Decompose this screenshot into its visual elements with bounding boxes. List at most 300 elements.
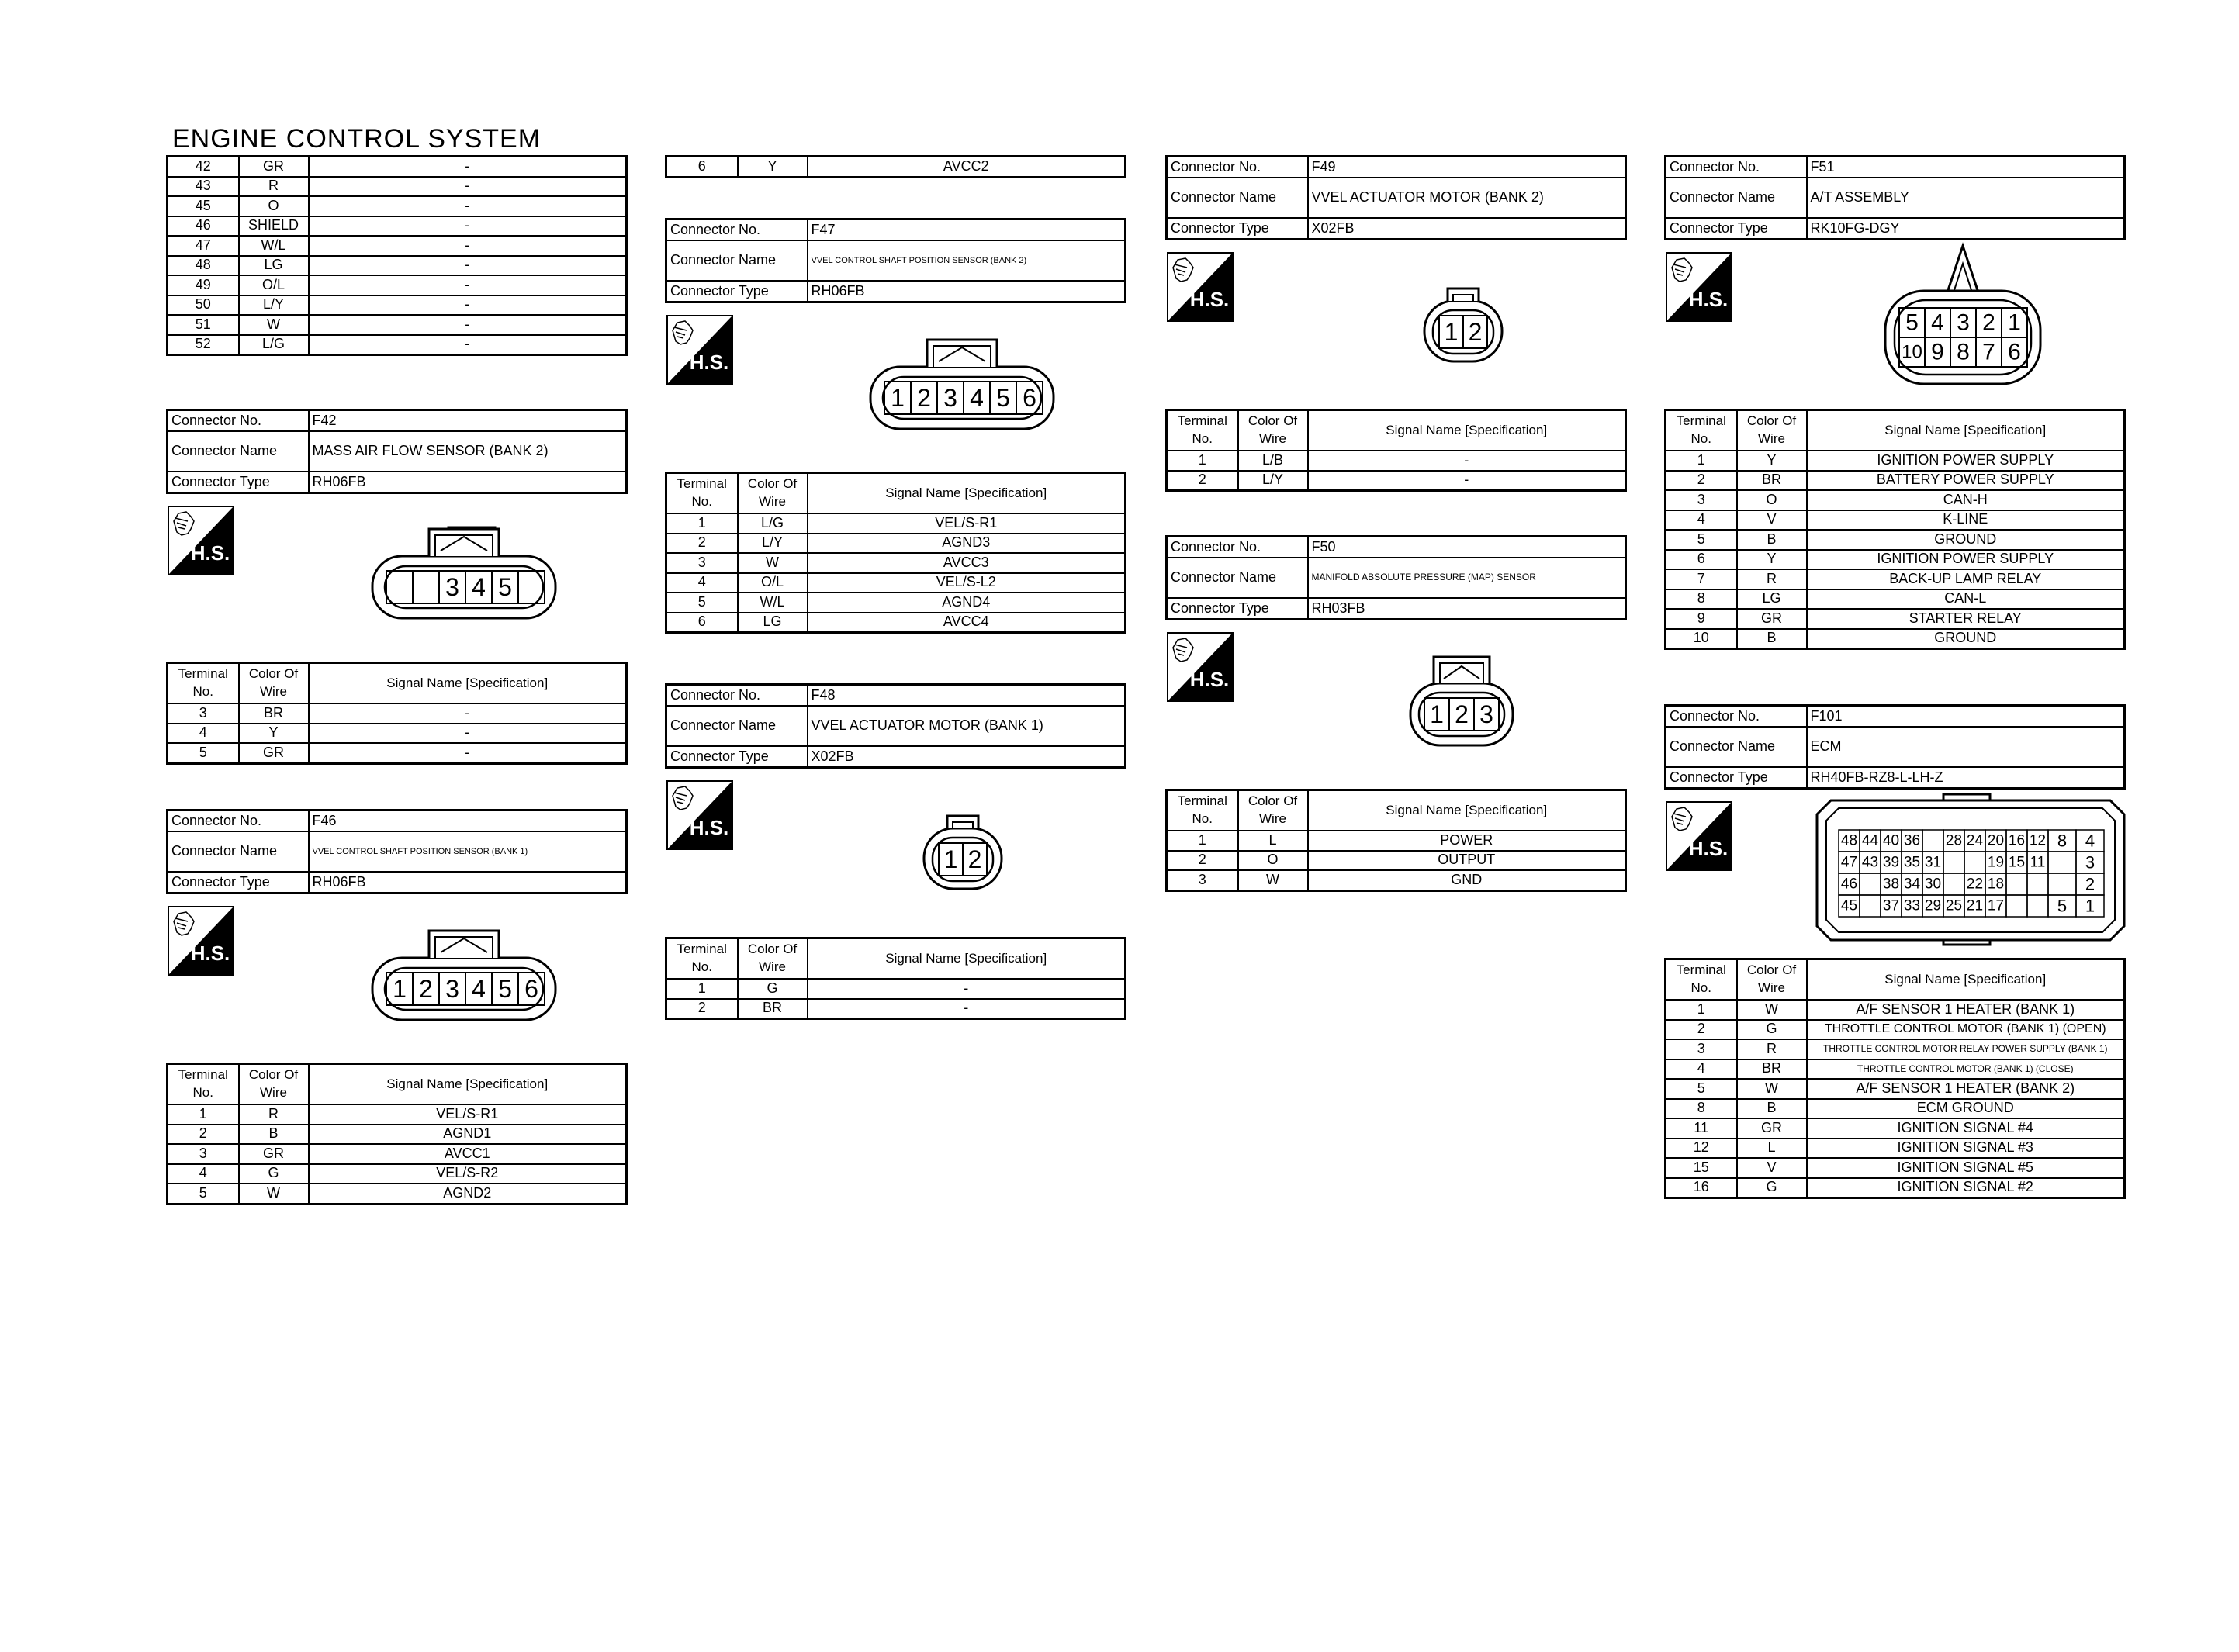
wire-color-cell: GR [1737,609,1807,629]
pin-label: 22 [1966,876,1984,893]
terminal-no-cell: 3 [1666,1039,1737,1059]
signal-name-cell: GND [1308,870,1626,890]
wire-color-cell: LG [738,613,808,633]
wire-color-cell: L/B [1238,451,1308,471]
pin-label: 21 [1966,897,1984,914]
connector-name-label: Connector Name [1666,178,1807,218]
pin-label: 2 [1468,318,1483,346]
color-header: Color Of Wire [1238,790,1308,831]
wire-color-cell: B [1737,1099,1807,1119]
signal-header: Signal Name [Specification] [1308,790,1626,831]
signal-name-cell: - [309,295,627,316]
connector-face-f46 [371,929,557,1030]
signal-name-cell: IGNITION POWER SUPPLY [1807,550,2125,570]
terminal-no-cell: 2 [1167,471,1238,491]
wire-color-cell: L [1737,1139,1807,1159]
terminal-no-cell: 16 [1666,1178,1737,1198]
pin-label: 24 [1966,832,1984,849]
pin-label: 4 [472,573,486,601]
table-row [168,1164,627,1184]
signal-name-cell: K-LINE [1807,510,2125,531]
terminal-no-header: Terminal No. [666,938,738,980]
connector-face-f51 [1874,244,2052,392]
connector-no-label: Connector No. [168,410,309,432]
terminal-no-cell: 3 [168,1144,239,1164]
table-body [1167,831,1626,890]
connector-type-label: Connector Type [666,281,808,302]
terminal-no-cell: 49 [168,275,239,295]
pin-label: 8 [2057,831,2068,851]
pin-label: 16 [2008,832,2026,849]
signal-name-cell: - [309,177,627,197]
table-row [1666,1118,2125,1139]
wire-color-cell: Y [738,157,808,178]
terminal-no-header: Terminal No. [666,473,738,514]
pin-label: 20 [1987,832,2005,849]
wire-color-cell: O [1737,490,1807,510]
hand-icon [673,321,693,344]
wire-color-cell: W/L [239,236,309,256]
terminal-table-f41-cont [166,155,628,356]
terminal-no-cell: 3 [666,553,738,573]
wire-color-cell: B [239,1125,309,1145]
terminal-no-header: Terminal No. [1666,410,1737,451]
hs-icon [666,315,733,385]
pin-label: 1 [393,975,407,1003]
table-row [1666,510,2125,531]
connector-type-value: X02FB [808,746,1126,768]
terminal-table-f51 [1664,409,2126,650]
terminal-no-cell: 5 [1666,530,1737,550]
signal-name-cell: - [1308,471,1626,491]
signal-name-cell: A/F SENSOR 1 HEATER (BANK 1) [1807,1000,2125,1020]
signal-name-cell: - [309,315,627,335]
hs-icon [1666,252,1732,322]
table-row [1666,530,2125,550]
connector-name-label: Connector Name [168,831,309,872]
signal-header: Signal Name [Specification] [1308,410,1626,451]
wire-color-cell: R [239,1104,309,1125]
connector-no-value: F47 [808,219,1126,241]
wire-color-cell: R [1737,569,1807,589]
table-row [666,553,1126,573]
terminal-no-cell: 5 [168,743,239,763]
table-row [1167,451,1626,471]
table-row [666,979,1126,999]
hs-icon [666,780,733,850]
connector-type-label: Connector Type [1167,218,1308,240]
table-row [1167,831,1626,851]
signal-name-cell: VEL/S-L2 [808,573,1126,593]
connector-info-f50 [1165,535,1627,620]
table-row [168,315,627,335]
pin-label: 48 [1840,832,1858,849]
connector-no-label: Connector No. [666,685,808,707]
table-row [168,1125,627,1145]
table-row [1666,1079,2125,1099]
terminal-no-header: Terminal No. [168,1064,239,1105]
connector-name-value: VVEL CONTROL SHAFT POSITION SENSOR (BANK 1) [309,831,627,872]
table-row [1666,1178,2125,1198]
connector-info-f51 [1664,155,2126,240]
pin-label: 36 [1903,832,1921,849]
terminal-no-cell: 2 [1167,851,1238,871]
terminal-no-cell: 2 [1666,1020,1737,1040]
signal-name-cell: AGND4 [808,593,1126,613]
pin-label: 2 [1982,309,1995,336]
table-row [1666,609,2125,629]
pin-label: 17 [1987,897,2005,914]
table-row [1666,1020,2125,1040]
terminal-no-cell: 43 [168,177,239,197]
terminal-no-cell: 42 [168,157,239,177]
hand-icon [673,786,693,810]
connector-type-value: RH06FB [808,281,1126,302]
terminal-no-cell: 1 [666,979,738,999]
wire-color-cell: R [239,177,309,197]
terminal-no-cell: 1 [1666,451,1737,471]
connector-no-value: F51 [1807,157,2125,178]
terminal-no-cell: 5 [1666,1079,1737,1099]
signal-name-cell: THROTTLE CONTROL MOTOR RELAY POWER SUPPLY (BANK 1) [1807,1039,2125,1059]
signal-name-cell: - [309,196,627,216]
signal-name-cell: GROUND [1807,629,2125,649]
wire-color-cell: W/L [738,593,808,613]
connector-name-value: VVEL CONTROL SHAFT POSITION SENSOR (BANK 2) [808,240,1126,281]
table-row [1666,490,2125,510]
wire-color-cell: L/Y [239,295,309,316]
terminal-no-header: Terminal No. [1167,410,1238,451]
wire-color-cell: W [1238,870,1308,890]
table-row [666,573,1126,593]
signal-name-cell: BACK-UP LAMP RELAY [1807,569,2125,589]
color-header: Color Of Wire [1737,410,1807,451]
hs-label: H.S. [689,351,729,374]
signal-name-cell: STARTER RELAY [1807,609,2125,629]
signal-name-cell: - [309,335,627,355]
connector-no-value: F48 [808,685,1126,707]
color-header: Color Of Wire [738,938,808,980]
signal-header: Signal Name [Specification] [808,473,1126,514]
wire-color-cell: Y [1737,451,1807,471]
signal-header: Signal Name [Specification] [1807,959,2125,1001]
terminal-no-header: Terminal No. [168,663,239,704]
pin-label: 2 [2085,874,2095,894]
connector-info-f101 [1664,704,2126,790]
signal-name-cell: A/F SENSOR 1 HEATER (BANK 2) [1807,1079,2125,1099]
terminal-table-f49 [1165,409,1627,492]
connector-no-label: Connector No. [1666,706,1807,728]
table-body [666,513,1126,633]
connector-face-f47 [869,338,1055,439]
hs-label: H.S. [190,942,230,965]
connector-name-label: Connector Name [1167,558,1308,598]
pin-label: 9 [1931,339,1944,365]
terminal-no-cell: 6 [666,613,738,633]
pin-label: 38 [1882,876,1900,893]
pin-label: 47 [1840,854,1858,871]
terminal-no-cell: 6 [666,157,738,178]
connector-info-f47 [665,218,1126,303]
hand-icon [1672,807,1692,831]
wire-color-cell: G [1737,1020,1807,1040]
signal-name-cell: AGND2 [309,1184,627,1204]
color-header: Color Of Wire [1737,959,1807,1001]
connector-type-label: Connector Type [168,872,309,893]
pin-label: 40 [1882,832,1900,849]
connector-type-label: Connector Type [168,472,309,493]
terminal-no-cell: 46 [168,216,239,237]
wire-color-cell: BR [738,999,808,1019]
connector-type-value: RH40FB-RZ8-L-LH-Z [1807,767,2125,789]
wire-color-cell: Y [1737,550,1807,570]
page-title: ENGINE CONTROL SYSTEM [172,124,542,154]
terminal-no-cell: 2 [168,1125,239,1145]
terminal-no-cell: 1 [1167,831,1238,851]
pin-label: 39 [1882,854,1900,871]
signal-name-cell: - [309,275,627,295]
pin-label: 3 [1957,309,1970,336]
wire-color-cell: L [1238,831,1308,851]
pin-label: 30 [1924,876,1942,893]
color-header: Color Of Wire [1238,410,1308,451]
table-body [666,157,1126,178]
terminal-no-header: Terminal No. [1167,790,1238,831]
table-row [168,703,627,724]
wire-color-cell: LG [1737,589,1807,610]
terminal-no-cell: 52 [168,335,239,355]
signal-name-cell: VEL/S-R2 [309,1164,627,1184]
signal-name-cell: - [808,979,1126,999]
terminal-no-cell: 45 [168,196,239,216]
terminal-no-cell: 5 [168,1184,239,1204]
pin-label: 3 [2085,852,2095,873]
table-row [168,196,627,216]
pin-label: 2 [419,975,433,1003]
pin-label: 1 [943,845,958,873]
table-body [168,703,627,763]
connector-info-f48 [665,683,1126,769]
wire-color-cell: SHIELD [239,216,309,237]
table-row [666,593,1126,613]
pin-label: 18 [1987,876,2005,893]
connector-no-value: F42 [309,410,627,432]
signal-name-cell: VEL/S-R1 [309,1104,627,1125]
wire-color-cell: GR [239,157,309,177]
table-body [1666,1000,2125,1198]
terminal-no-cell: 8 [1666,1099,1737,1119]
signal-name-cell: IGNITION SIGNAL #2 [1807,1178,2125,1198]
wire-color-cell: O [1238,851,1308,871]
pin-label: 6 [2008,339,2021,365]
connector-name-value: VVEL ACTUATOR MOTOR (BANK 2) [1308,178,1626,218]
terminal-table-f42 [166,662,628,765]
pin-label: 3 [445,573,459,601]
terminal-no-cell: 47 [168,236,239,256]
signal-name-cell: IGNITION SIGNAL #4 [1807,1118,2125,1139]
terminal-no-cell: 1 [1666,1000,1737,1020]
hand-icon [174,912,194,935]
table-row [666,534,1126,554]
wire-color-cell: O [239,196,309,216]
connector-type-label: Connector Type [1167,598,1308,620]
pin-label: 44 [1861,832,1879,849]
wire-color-cell: G [738,979,808,999]
pin-label: 4 [970,384,984,412]
wire-color-cell: GR [239,1144,309,1164]
table-row [1666,1000,2125,1020]
terminal-no-cell: 51 [168,315,239,335]
connector-no-label: Connector No. [666,219,808,241]
pin-label: 19 [1987,854,2005,871]
table-row [168,724,627,744]
terminal-no-cell: 48 [168,256,239,276]
pin-label: 5 [498,573,512,601]
connector-type-label: Connector Type [1666,218,1807,240]
connector-type-value: X02FB [1308,218,1626,240]
pin-label: 1 [1444,318,1459,346]
terminal-no-cell: 2 [666,534,738,554]
color-header: Color Of Wire [239,663,309,704]
terminal-no-cell: 6 [1666,550,1737,570]
wire-color-cell: W [239,315,309,335]
signal-name-cell: ECM GROUND [1807,1099,2125,1119]
wire-color-cell: R [1737,1039,1807,1059]
table-row [1666,1158,2125,1178]
terminal-no-cell: 1 [168,1104,239,1125]
hand-icon [1173,638,1193,662]
terminal-no-cell: 11 [1666,1118,1737,1139]
connector-name-label: Connector Name [666,706,808,746]
signal-name-cell: CAN-H [1807,490,2125,510]
connector-name-value: MANIFOLD ABSOLUTE PRESSURE (MAP) SENSOR [1308,558,1626,598]
terminal-no-header: Terminal No. [1666,959,1737,1001]
signal-name-cell: - [309,216,627,237]
pin-label: 43 [1861,854,1879,871]
table-body [1167,451,1626,491]
table-row [168,236,627,256]
hand-icon [1173,258,1193,282]
signal-name-cell: - [808,999,1126,1019]
table-row [168,1104,627,1125]
connector-name-label: Connector Name [1167,178,1308,218]
wire-color-cell: Y [239,724,309,744]
pin-label: 11 [2030,854,2046,871]
table-row [168,1144,627,1164]
pin-label: 4 [472,975,486,1003]
pin-label: 5 [2057,896,2068,916]
hs-icon [168,906,234,976]
wire-color-cell: L/Y [1238,471,1308,491]
connector-type-label: Connector Type [1666,767,1807,789]
hs-label: H.S. [1189,288,1230,311]
signal-name-cell: POWER [1308,831,1626,851]
signal-name-cell: - [309,743,627,763]
connector-type-value: RK10FG-DGY [1807,218,2125,240]
terminal-table-f46-cont [665,155,1126,178]
signal-header: Signal Name [Specification] [1807,410,2125,451]
pin-label: 45 [1840,897,1858,914]
connector-name-value: VVEL ACTUATOR MOTOR (BANK 1) [808,706,1126,746]
connector-type-value: RH03FB [1308,598,1626,620]
table-row [168,177,627,197]
signal-name-cell: AVCC1 [309,1144,627,1164]
signal-name-cell: AVCC2 [808,157,1126,178]
wire-color-cell: W [1737,1000,1807,1020]
table-row [666,157,1126,178]
terminal-table-f101 [1664,958,2126,1199]
terminal-no-cell: 10 [1666,629,1737,649]
connector-no-label: Connector No. [168,810,309,832]
hs-label: H.S. [1688,837,1729,860]
connector-type-value: RH06FB [309,472,627,493]
table-row [1666,1139,2125,1159]
connector-no-label: Connector No. [1167,537,1308,558]
pin-label: 12 [2029,832,2047,849]
wire-color-cell: V [1737,1158,1807,1178]
pin-label: 1 [891,384,905,412]
wire-color-cell: GR [1737,1118,1807,1139]
terminal-no-cell: 3 [1167,870,1238,890]
connector-name-label: Connector Name [168,431,309,472]
pin-label: 1 [2008,309,2021,336]
connector-no-value: F101 [1807,706,2125,728]
pin-label: 3 [1479,700,1493,728]
hs-icon [168,506,234,575]
table-row [1666,471,2125,491]
color-header: Color Of Wire [738,473,808,514]
table-row [1666,569,2125,589]
signal-name-cell: - [309,236,627,256]
connector-type-value: RH06FB [309,872,627,893]
signal-name-cell: OUTPUT [1308,851,1626,871]
table-row [1666,1099,2125,1119]
pin-label: 35 [1903,854,1921,871]
connector-no-value: F46 [309,810,627,832]
table-row [168,335,627,355]
connector-name-value: A/T ASSEMBLY [1807,178,2125,218]
wire-color-cell: L/Y [738,534,808,554]
pin-label: 5 [996,384,1010,412]
connector-face-f49 [1422,287,1507,365]
table-row [1167,870,1626,890]
signal-header: Signal Name [Specification] [309,663,627,704]
connector-info-f42 [166,409,628,494]
signal-name-cell: THROTTLE CONTROL MOTOR (BANK 1) (CLOSE) [1807,1059,2125,1080]
signal-name-cell: - [309,157,627,177]
wire-color-cell: W [239,1184,309,1204]
signal-name-cell: IGNITION SIGNAL #3 [1807,1139,2125,1159]
pin-label: 4 [1931,309,1944,336]
signal-name-cell: AVCC3 [808,553,1126,573]
connector-info-f49 [1165,155,1627,240]
terminal-no-cell: 8 [1666,589,1737,610]
wire-color-cell: G [239,1164,309,1184]
wire-color-cell: O/L [239,275,309,295]
table-row [1167,471,1626,491]
table-row [168,295,627,316]
connector-name-value: ECM [1807,727,2125,767]
pin-label: 25 [1945,897,1963,914]
connector-no-value: F50 [1308,537,1626,558]
hs-label: H.S. [1688,288,1729,311]
connector-name-label: Connector Name [666,240,808,281]
pin-label: 2 [1455,700,1469,728]
signal-name-cell: - [1308,451,1626,471]
wire-color-cell: B [1737,629,1807,649]
connector-type-label: Connector Type [666,746,808,768]
pin-label: 2 [967,845,982,873]
